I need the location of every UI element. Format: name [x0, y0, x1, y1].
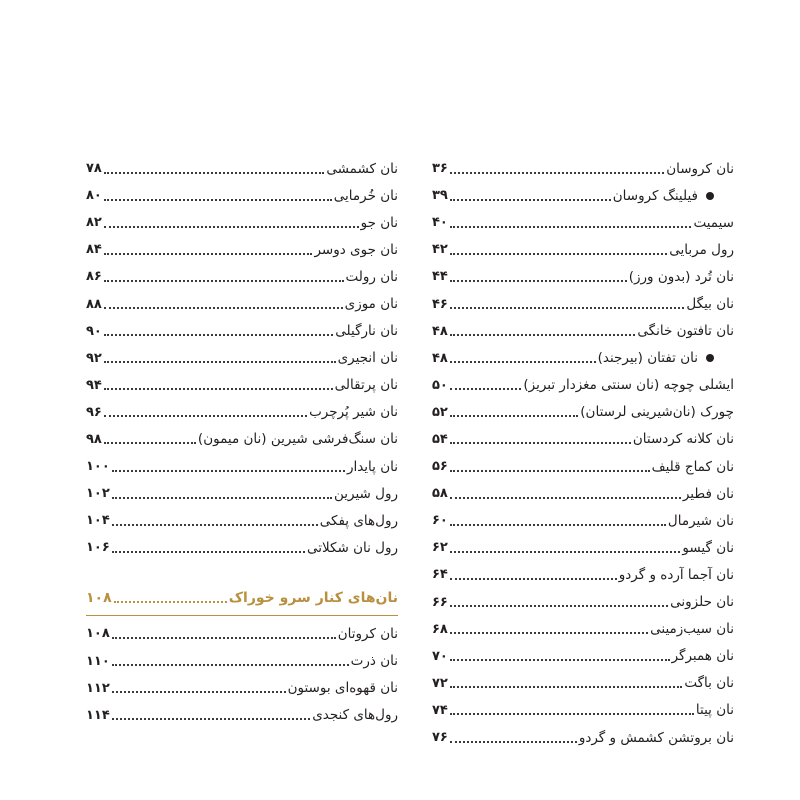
- section-spacer: [86, 561, 398, 583]
- toc-entry-title: [670, 594, 734, 610]
- toc-leader-dots: [450, 497, 681, 499]
- toc-leader-dots: [112, 664, 349, 666]
- toc-entry[interactable]: [86, 648, 398, 675]
- toc-page-number: ۱۰۶: [86, 540, 110, 556]
- toc-entry-text: رول‌های پفکی: [319, 512, 398, 529]
- toc-page-number: ۵۰: [432, 377, 448, 393]
- toc-page-number: ۴۴: [432, 269, 448, 285]
- toc-entry-title: [338, 350, 398, 366]
- toc-entry-text: نان پرتقالی: [334, 377, 398, 394]
- toc-entry-title: [652, 459, 734, 475]
- toc-entry-title: [347, 459, 398, 475]
- toc-entry-title: [598, 350, 734, 366]
- toc-page-number: ۴۸: [432, 350, 448, 366]
- toc-entry[interactable]: [432, 426, 734, 453]
- toc-leader-dots: [450, 578, 617, 580]
- toc-leader-dots: [112, 718, 310, 720]
- toc-entry[interactable]: [86, 702, 398, 729]
- toc-entry-text: نان همبرگر: [671, 648, 734, 665]
- toc-entry-text: ایشلی چوچه (نان سنتی مغزدار تبریز): [523, 377, 734, 394]
- toc-entry-title: [619, 567, 734, 583]
- toc-entry-title: [198, 431, 398, 447]
- toc-entry-text: رول‌های کنجدی: [312, 707, 398, 724]
- toc-entry[interactable]: [86, 263, 398, 290]
- toc-entry-title: [320, 513, 398, 529]
- toc-entry[interactable]: [86, 345, 398, 372]
- toc-leader-dots: [104, 415, 307, 417]
- toc-page-number: ۹۲: [86, 350, 102, 366]
- toc-leader-dots: [104, 388, 333, 390]
- section-heading-title: نان‌های کنار سرو خوراک: [228, 590, 398, 607]
- toc-page-number: ۷۴: [432, 702, 448, 718]
- toc-leader-dots: [112, 637, 336, 639]
- toc-entry[interactable]: [432, 209, 734, 236]
- toc-leader-dots: [450, 659, 670, 661]
- toc-entry-title: [345, 296, 398, 312]
- toc-entry-text: سیمیت: [693, 214, 734, 231]
- toc-leader-dots: [450, 442, 631, 444]
- toc-entry-title: [334, 486, 398, 502]
- toc-entry-title: [669, 242, 734, 258]
- toc-entry[interactable]: [432, 263, 734, 290]
- toc-entry-title: [637, 323, 734, 339]
- toc-entry[interactable]: [86, 534, 398, 561]
- toc-subentry[interactable]: [432, 345, 734, 372]
- toc-entry-text: نان تفتان (بیرجند): [597, 350, 698, 367]
- toc-entry-text: نان کشمشی: [326, 160, 398, 177]
- toc-entry-text: نان پایدار: [346, 458, 398, 475]
- toc-entry-title: [335, 323, 398, 339]
- toc-leader-dots: [112, 524, 318, 526]
- toc-entry[interactable]: [86, 620, 398, 647]
- toc-page-number: ۷۸: [86, 161, 102, 177]
- toc-entry-text: نان ذرت: [350, 653, 398, 670]
- toc-entry[interactable]: [432, 453, 734, 480]
- toc-leader-dots: [450, 632, 648, 634]
- toc-entry[interactable]: [432, 643, 734, 670]
- toc-entry-title: [523, 377, 734, 393]
- toc-entry-text: نان سیب‌زمینی: [650, 621, 734, 638]
- toc-leader-dots: [450, 713, 694, 715]
- toc-entry[interactable]: [432, 561, 734, 588]
- toc-page-number: ۸۰: [86, 188, 102, 204]
- toc-entry-title: [668, 513, 734, 529]
- toc-entry[interactable]: [432, 318, 734, 345]
- section-heading[interactable]: [86, 583, 398, 613]
- toc-page-number: ۴۰: [432, 215, 448, 231]
- toc-entry[interactable]: [432, 724, 734, 751]
- toc-entry[interactable]: [86, 182, 398, 209]
- toc-entry-text: نان شیرمال: [667, 512, 734, 529]
- toc-leader-dots: [112, 691, 286, 693]
- toc-leader-dots: [450, 524, 666, 526]
- toc-entry[interactable]: [86, 236, 398, 263]
- toc-entry[interactable]: [86, 399, 398, 426]
- toc-entry[interactable]: [432, 236, 734, 263]
- toc-leader-dots: [450, 551, 681, 553]
- toc-entry[interactable]: [432, 534, 734, 561]
- toc-leader-dots: [450, 199, 611, 201]
- toc-page-number: ۶۰: [432, 513, 448, 529]
- toc-entry-title: [346, 269, 398, 285]
- bullet-icon: [706, 192, 714, 200]
- toc-leader-dots: [450, 361, 596, 363]
- toc-leader-dots: [112, 497, 332, 499]
- toc-page-number: ۹۰: [86, 323, 102, 339]
- toc-leader-dots: [450, 605, 668, 607]
- toc-page-number: ۸۲: [86, 215, 102, 231]
- toc-entry-text: نان گیسو: [682, 539, 734, 556]
- toc-leader-dots: [450, 253, 667, 255]
- toc-leader-dots: [112, 551, 305, 553]
- section-heading-page: ۱۰۸: [86, 590, 112, 607]
- toc-page-number: ۹۴: [86, 377, 102, 393]
- toc-entry-title: [307, 540, 398, 556]
- toc-page-number: ۸۴: [86, 242, 102, 258]
- toc-entry[interactable]: [432, 155, 734, 182]
- toc-entry-title: [338, 626, 398, 642]
- toc-entry[interactable]: [432, 670, 734, 697]
- toc-entry-text: نان کماج قلیف: [651, 458, 734, 475]
- toc-left-list: [86, 155, 398, 561]
- toc-entry-text: چورک (نان‌شیرینی لرستان): [580, 404, 734, 421]
- toc-entry-title: [650, 621, 734, 637]
- toc-entry-text: رول مربایی: [669, 241, 734, 258]
- toc-entry-title: [613, 188, 734, 204]
- toc-entry[interactable]: [86, 155, 398, 182]
- toc-entry-text: نان قهوه‌ای بوستون: [287, 680, 398, 697]
- toc-page-number: ۷۶: [432, 730, 448, 746]
- bullet-icon: [706, 354, 714, 362]
- toc-entry[interactable]: [86, 675, 398, 702]
- toc-leader-dots: [450, 307, 685, 309]
- toc-leader-dots: [104, 442, 196, 444]
- toc-leader-dots: [104, 226, 359, 228]
- toc-entry-title: [684, 675, 734, 691]
- toc-page-number: ۴۲: [432, 242, 448, 258]
- toc-entry-title: [335, 377, 398, 393]
- toc-entry-text: نان سنگ‌فرشی شیرین (نان میمون): [197, 431, 398, 448]
- toc-entry[interactable]: [86, 426, 398, 453]
- toc-entry[interactable]: [432, 589, 734, 616]
- toc-entry[interactable]: [86, 453, 398, 480]
- toc-page-number: ۸۸: [86, 296, 102, 312]
- toc-page-number: ۱۰۲: [86, 486, 110, 502]
- toc-leader-dots: [450, 741, 577, 743]
- toc-leader-dots: [450, 470, 650, 472]
- toc-entry-text: نان تُرد (بدون ورز): [628, 268, 734, 285]
- toc-page-number: ۱۰۴: [86, 513, 110, 529]
- toc-entry-title: [361, 215, 398, 231]
- toc-entry-text: نان کروتان: [337, 625, 398, 642]
- toc-entry-text: نان بروتشن کشمش و گردو: [578, 729, 734, 746]
- toc-entry-title: [334, 188, 398, 204]
- toc-leader-dots: [104, 253, 313, 255]
- toc-entry-text: نان نارگیلی: [335, 323, 398, 340]
- toc-page-number: ۴۸: [432, 323, 448, 339]
- toc-entry-title: [683, 486, 734, 502]
- toc-entry-title: [351, 653, 398, 669]
- toc-page-number: ۵۶: [432, 459, 448, 475]
- toc-entry[interactable]: [86, 209, 398, 236]
- toc-page-number: ۶۸: [432, 621, 448, 637]
- toc-page-number: ۱۰۸: [86, 626, 110, 642]
- toc-entry-title: [696, 702, 734, 718]
- toc-page-number: ۶۴: [432, 567, 448, 583]
- toc-page-number: ۱۰۰: [86, 459, 110, 475]
- toc-entry[interactable]: [432, 372, 734, 399]
- toc-leader-dots: [450, 172, 664, 174]
- toc-page-number: ۹۸: [86, 431, 102, 447]
- toc-entry[interactable]: [432, 507, 734, 534]
- toc-entry-title: [314, 242, 398, 258]
- toc-page-number: ۶۲: [432, 540, 448, 556]
- toc-entry[interactable]: [432, 290, 734, 317]
- toc-entry-title: [633, 431, 734, 447]
- toc-page-number: ۱۱۰: [86, 653, 110, 669]
- toc-page-number: ۳۹: [432, 188, 448, 204]
- toc-leader-dots: [104, 199, 332, 201]
- toc-subentry[interactable]: [432, 182, 734, 209]
- toc-entry-title: [682, 540, 734, 556]
- toc-page-number: ۱۱۲: [86, 680, 110, 696]
- toc-page-number: ۱۱۴: [86, 707, 110, 723]
- toc-entry-title: [629, 269, 734, 285]
- toc-entry-text: نان تافتون خانگی: [637, 323, 734, 340]
- toc-entry-text: نان موزی: [344, 296, 398, 313]
- toc-page-number: ۵۴: [432, 431, 448, 447]
- toc-entry-text: نان شیر پُرچرب: [309, 404, 398, 421]
- toc-entry-title: [693, 215, 734, 231]
- toc-page-number: ۳۶: [432, 161, 448, 177]
- toc-entry[interactable]: [432, 616, 734, 643]
- toc-entry[interactable]: [432, 480, 734, 507]
- toc-entry-title: [666, 161, 734, 177]
- toc-entry-text: نان خُرمایی: [333, 187, 398, 204]
- toc-entry-title: [672, 648, 734, 664]
- toc-entry-title: [580, 404, 734, 420]
- toc-leader-dots: [450, 686, 682, 688]
- toc-entry-text: نان کلانه کردستان: [632, 431, 734, 448]
- toc-leader-dots: [104, 361, 336, 363]
- toc-page-number: ۴۶: [432, 296, 448, 312]
- toc-entry[interactable]: [86, 372, 398, 399]
- toc-entry[interactable]: [86, 480, 398, 507]
- toc-entry-text: نان آجما آرده و گردو: [618, 566, 734, 583]
- toc-entry-text: نان انجیری: [337, 350, 398, 367]
- toc-entry-text: نان فطیر: [682, 485, 734, 502]
- toc-entry-text: نان باگت: [684, 675, 734, 692]
- toc-leader-dots: [450, 334, 636, 336]
- toc-entry-text: نان کروسان: [666, 160, 734, 177]
- toc-entry-title: [326, 161, 398, 177]
- section-list: [86, 620, 398, 728]
- toc-leader-dots: [450, 226, 692, 228]
- toc-leader-dots: [450, 388, 522, 390]
- toc-entry-title: [579, 730, 734, 746]
- toc-leader-dots: [104, 307, 343, 309]
- toc-entry-text: رول شیرین: [333, 485, 398, 502]
- toc-entry-title: [309, 404, 398, 420]
- toc-entry-text: فیلینگ کروسان: [612, 187, 698, 204]
- toc-page-number: ۶۶: [432, 594, 448, 610]
- toc-page-number: ۸۶: [86, 269, 102, 285]
- toc-entry-text: نان حلزونی: [670, 594, 734, 611]
- section-rule: [86, 615, 398, 616]
- toc-leader-dots: [112, 470, 345, 472]
- toc-entry[interactable]: [86, 290, 398, 317]
- toc-entry-title: [288, 680, 398, 696]
- toc-entry[interactable]: [432, 697, 734, 724]
- toc-entry-text: نان رولت: [345, 268, 398, 285]
- toc-entry[interactable]: [432, 399, 734, 426]
- toc-page-number: ۵۲: [432, 404, 448, 420]
- toc-entry-text: نان جوی دوسر: [314, 241, 398, 258]
- toc-entry-text: نان پیتا: [695, 702, 734, 719]
- toc-left-column: [86, 155, 398, 729]
- toc-entry-title: [686, 296, 734, 312]
- toc-entry-text: نان بیگل: [686, 296, 734, 313]
- toc-leader-dots: [450, 280, 627, 282]
- toc-entry-text: رول نان شکلاتی: [306, 539, 398, 556]
- toc-leader-dots: [450, 415, 578, 417]
- toc-leader-dots: [104, 172, 324, 174]
- toc-right-column: [432, 155, 734, 751]
- toc-entry-title: [312, 707, 398, 723]
- toc-page-number: ۵۸: [432, 486, 448, 502]
- toc-page-number: ۷۰: [432, 648, 448, 664]
- toc-entry[interactable]: [86, 507, 398, 534]
- toc-leader-dots: [104, 334, 333, 336]
- toc-entry[interactable]: [86, 318, 398, 345]
- toc-leader-dots: [104, 280, 344, 282]
- toc-entry-text: نان جو: [360, 214, 398, 231]
- section-heading-leader: [114, 601, 227, 603]
- toc-page-number: ۹۶: [86, 404, 102, 420]
- toc-page-number: ۷۲: [432, 675, 448, 691]
